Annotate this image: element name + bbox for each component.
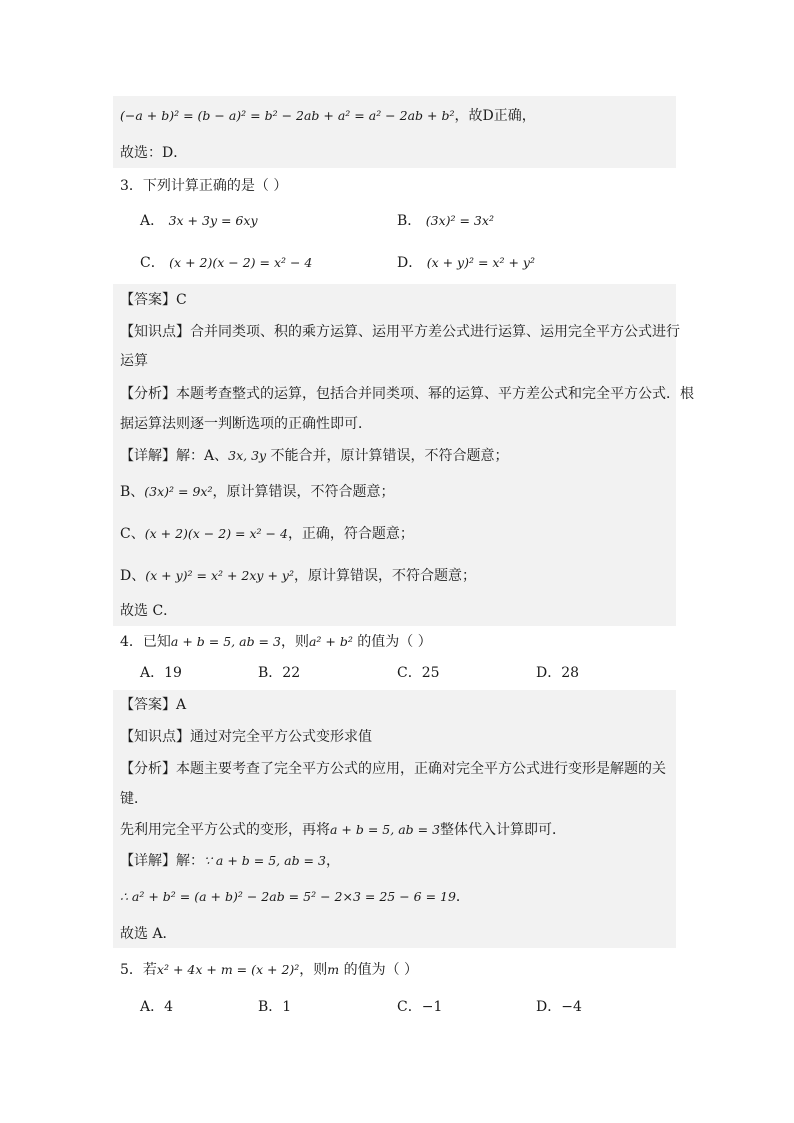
q3-detail-c-prefix: C、 [120,526,145,542]
q3-detail-a-prefix: 【详解】解：A、 [120,448,229,464]
q5-option-d [536,997,582,1017]
q5-option-a-label: A． [140,999,165,1015]
q5-option-d-label: D． [536,999,562,1015]
q4-detail-math: ∵ a + b = 5, ab = 3 [204,853,326,868]
q4-option-c-label: C． [397,665,422,681]
q5-stem [120,960,418,980]
q4-option-d-value: 28 [561,665,580,681]
q3-option-a [140,211,258,231]
q2-detail-line [120,106,536,126]
q4-knowledge: 【知识点】通过对完全平方公式变形求值 [120,729,372,745]
q3-knowledge-line1: 【知识点】合并同类项、积的乘方运算、运用平方差公式进行运算、运用完全平方公式进行 [120,324,680,340]
q4-stem-suffix: 的值为（ ） [352,634,432,650]
q4-option-b [258,663,300,683]
q4-option-d [536,663,579,683]
q3-option-d [397,253,535,273]
q5-option-a [140,997,173,1017]
q3-detail-c-math: (x + 2)(x − 2) = x² − 4 [144,526,288,541]
q4-method-math: a + b = 5, ab = 3 [330,822,441,837]
q3-option-a-expr: 3x + 3y = 6xy [168,213,258,228]
q3-option-d-label: D． [397,255,423,271]
q3-detail-a-math: 3x, 3y [228,448,267,463]
q3-detail-d-suffix: ，原计算错误，不符合题意； [294,568,476,584]
q3-analysis-line1: 【分析】本题考查整式的运算，包括合并同类项、幂的运算、平方差公式和完全平方公式．根 [120,386,694,402]
q4-method [120,820,566,840]
q4-option-a-value: 19 [164,665,182,681]
q3-detail-a-suffix: 不能合并，原计算错误，不符合题意； [266,448,509,464]
q3-detail-b-math: (3x)² = 9x² [144,484,213,499]
q3-knowledge-line2: 运算 [120,353,148,369]
q5-stem-suffix: 的值为（ ） [339,962,419,978]
q5-option-d-value: −4 [561,999,582,1015]
q4-stem-prefix: 4．已知 [120,634,171,650]
q3-option-c-label: C． [140,255,165,271]
q5-option-b-value: 1 [282,999,292,1015]
q4-option-d-label: D． [536,665,562,681]
q3-detail-a [120,446,509,466]
q3-answer: 【答案】C [120,292,187,308]
q4-method-suffix: 整体代入计算即可． [440,822,567,838]
q5-stem-math: x² + 4x + m = (x + 2)² [156,962,300,977]
q4-stem-math2: a² + b² [308,634,353,649]
q4-stem-mid: ，则 [280,634,309,650]
q4-stem [120,632,432,652]
q3-detail-d-prefix: D、 [120,568,146,584]
q4-option-a-label: A． [140,665,165,681]
q3-option-c-expr: (x + 2)(x − 2) = x² − 4 [169,255,313,270]
q3-conclusion: 故选 C． [120,603,178,619]
q4-option-b-label: B． [258,665,283,681]
q3-analysis-line2: 据运算法则逐一判断选项的正确性即可． [120,416,372,432]
q5-option-b-label: B． [258,999,283,1015]
q5-option-a-value: 4 [164,999,174,1015]
q3-option-a-label: A． [140,213,165,229]
q3-detail-d [120,566,476,586]
q3-stem: 3．下列计算正确的是（ ） [120,178,288,194]
q4-answer: 【答案】A [120,697,187,713]
q4-option-c-value: 25 [421,665,440,681]
q4-option-b-value: 22 [282,665,301,681]
q5-option-b [258,997,291,1017]
q5-option-c-label: C． [397,999,422,1015]
q4-detail-suffix: ， [325,853,340,869]
q4-calc-suffix: ． [455,889,470,905]
q2-conclusion: 故选：D． [120,145,188,161]
q2-detail-math: (−a + b)² = (b − a)² = b² − 2ab + a² = a² − 2ab + b² [120,108,455,123]
q5-stem-prefix: 5．若 [120,962,157,978]
q3-option-b-expr: (3x)² = 3x² [425,213,494,228]
q3-option-d-expr: (x + y)² = x² + y² [426,255,535,270]
q5-stem-var: m [327,962,340,977]
q3-detail-c [120,524,414,544]
q4-conclusion: 故选 A． [120,926,177,942]
q3-option-c [140,253,312,273]
q4-detail [120,851,340,871]
q5-option-c [397,997,442,1017]
q3-detail-b [120,482,395,502]
q5-stem-mid: ，则 [299,962,328,978]
q3-detail-d-math: (x + y)² = x² + 2xy + y² [145,568,294,583]
q4-calc-math: ∴ a² + b² = (a + b)² − 2ab = 5² − 2×3 = 25 − 6 = 19 [120,889,456,904]
q3-detail-b-prefix: B、 [120,484,145,500]
q4-option-c [397,663,440,683]
q2-detail-text: ，故D正确， [454,108,536,124]
q4-detail-prefix: 【详解】解： [120,853,204,869]
q4-stem-math: a + b = 5, ab = 3 [170,634,281,649]
q3-option-b [397,211,494,231]
q3-detail-b-suffix: ，原计算错误，不符合题意； [212,484,395,500]
q4-calculation [120,887,470,907]
q4-method-prefix: 先利用完全平方公式的变形，再将 [120,822,330,838]
q3-detail-c-suffix: ，正确，符合题意； [287,526,414,542]
q4-analysis-line2: 键． [120,791,148,807]
q4-option-a [140,663,182,683]
q4-analysis-line1: 【分析】本题主要考查了完全平方公式的应用，正确对完全平方公式进行变形是解题的关 [120,761,666,777]
q3-option-b-label: B． [397,213,422,229]
q5-option-c-value: −1 [421,999,443,1015]
